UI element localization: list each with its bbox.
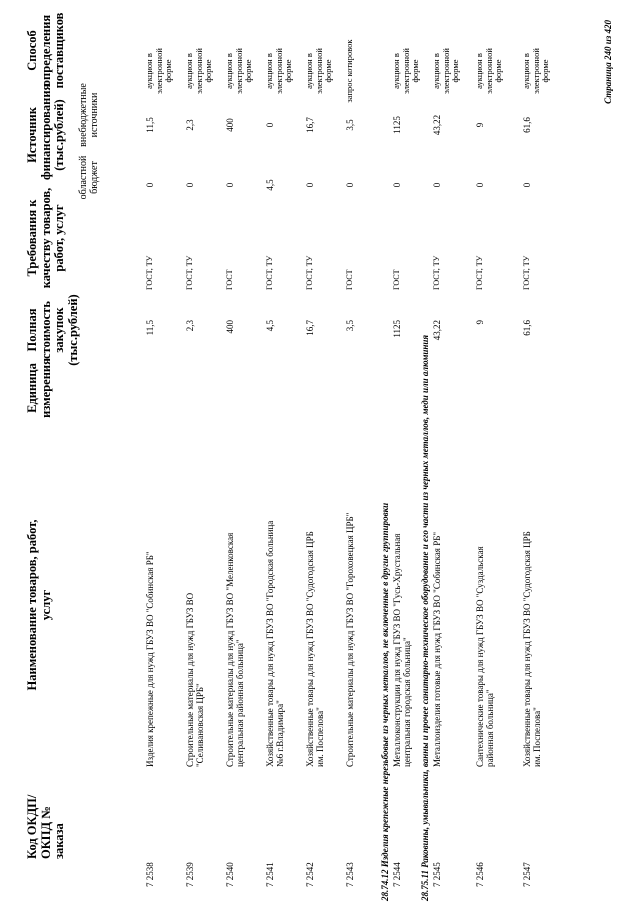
row-requirements: ГОСТ	[345, 269, 354, 290]
row-method: аукцион в электронной форме	[264, 48, 294, 94]
row-extra: 3,5	[345, 119, 355, 131]
row-name: Хозяйственные товары для нужд ГБУЗ ВО "Судогодская ЦРБ им. Поспелова"	[522, 531, 542, 767]
row-requirements: ГОСТ, ТУ	[185, 255, 194, 290]
header-requirements: Требования к качеству товаров, работ, услуг	[25, 187, 66, 289]
row-cost: 16,7	[305, 320, 315, 336]
header-code: Код ОКДП/ ОКПД № заказа	[25, 794, 66, 859]
row-extra: 11,5	[145, 117, 155, 133]
row-requirements: ГОСТ, ТУ	[432, 255, 441, 290]
row-name: Изделия крепежные для нужд ГБУЗ ВО "Собинская РБ"	[145, 551, 155, 767]
header-cost: Полная стоимость закупок (тыс.рублей)	[25, 294, 80, 366]
group-title: Раковины, умывальники, ванны и прочее санитарно-техническое оборудование и его части из черных металлов, меди или алюминия	[420, 334, 430, 868]
row-requirements: ГОСТ, ТУ	[475, 255, 484, 290]
row-extra: 16,7	[305, 117, 315, 133]
row-extra: 400	[225, 118, 235, 132]
row-code: 7 2539	[185, 862, 195, 887]
row-extra: 0	[265, 122, 275, 128]
row-regional: 0	[522, 182, 532, 188]
row-requirements: ГОСТ	[225, 269, 234, 290]
group-heading	[380, 41, 390, 901]
row-cost: 43,22	[432, 320, 442, 341]
row-code: 7 2541	[265, 862, 275, 887]
row-cost: 61,6	[522, 320, 532, 336]
row-regional: 0	[185, 182, 195, 188]
row-code: 7 2540	[225, 862, 235, 887]
row-code: 7 2542	[305, 862, 315, 887]
row-method: запрос котировок	[344, 39, 354, 103]
row-extra: 61,6	[522, 117, 532, 133]
row-name: Металлоизделия готовые для нужд ГБУЗ ВО "Собинская РБ"	[432, 531, 442, 767]
row-code: 7 2543	[345, 862, 355, 887]
row-method: аукцион в электронной форме	[224, 48, 254, 94]
header-source-regional: областной бюджет	[78, 155, 100, 200]
group-heading	[420, 41, 430, 901]
row-extra: 2,3	[185, 119, 195, 131]
row-regional: 0	[392, 182, 402, 188]
row-extra: 43,22	[432, 114, 442, 136]
row-cost: 4,5	[265, 320, 275, 332]
row-method: аукцион в электронной форме	[474, 48, 504, 94]
row-code: 7 2547	[522, 862, 532, 887]
row-cost: 11,5	[145, 320, 155, 336]
row-regional: 0	[432, 182, 442, 188]
row-method: аукцион в электронной форме	[521, 48, 551, 94]
row-requirements: ГОСТ, ТУ	[522, 255, 531, 290]
page-footer: Страница 240 из 420	[603, 20, 613, 104]
row-regional: 0	[225, 182, 235, 188]
row-regional: 0	[145, 182, 155, 188]
row-code: 7 2538	[145, 862, 155, 887]
row-regional: 0	[345, 182, 355, 188]
row-regional: 4,5	[265, 179, 275, 191]
header-unit: Единица измерения	[25, 358, 53, 418]
header-source-extra: внебюджетные источники	[78, 83, 100, 147]
group-title: Изделия крепежные нерезьбовые из черных металлов, не включенные в другие группировки	[380, 502, 390, 868]
row-requirements: ГОСТ, ТУ	[145, 255, 154, 290]
row-requirements: ГОСТ, ТУ	[265, 255, 274, 290]
row-code: 7 2546	[475, 862, 485, 887]
header-source: Источник финансирования (тыс.рублей)	[25, 83, 66, 180]
row-regional: 0	[305, 182, 315, 188]
row-name: Сантехнические товары для нужд ГБУЗ ВО "Суздальская районная больница"	[475, 546, 495, 767]
row-name: Металлоконструкции для нужд ГБУЗ ВО "Гусь-Хрустальная центральная городская больница"	[392, 533, 412, 767]
row-cost: 3,5	[345, 320, 355, 332]
group-code: 28.74.12	[380, 869, 390, 901]
row-name: Строительные материалы для нужд ГБУЗ ВО "Гороховецкая ЦРБ"	[345, 512, 355, 767]
row-name: Строительные материалы для нужд ГБУЗ ВО "Меленковская центральная районная больница"	[225, 532, 245, 767]
row-code: 7 2544	[392, 862, 402, 887]
row-method: аукцион в электронной форме	[431, 48, 461, 94]
row-regional: 0	[475, 182, 485, 188]
row-name: Хозяйственные товары для нужд ГБУЗ ВО "Городская больница №6 г.Владимира"	[265, 520, 285, 767]
row-requirements: ГОСТ	[392, 269, 401, 290]
row-method: аукцион в электронной форме	[184, 48, 214, 94]
row-cost: 2,3	[185, 320, 195, 332]
row-code: 7 2545	[432, 862, 442, 887]
row-cost: 1125	[392, 320, 402, 338]
row-name: Строительные материалы для нужд ГБУЗ ВО "Селивановская ЦРБ"	[185, 592, 205, 767]
row-extra: 1125	[392, 116, 402, 134]
row-method: аукцион в электронной форме	[304, 48, 334, 94]
header-name: Наименование товаров, работ, услуг	[25, 519, 53, 691]
row-requirements: ГОСТ, ТУ	[305, 255, 314, 290]
row-name: Хозяйственные товары для нужд ГБУЗ ВО "Судогодская ЦРБ им. Поспелова"	[305, 531, 325, 767]
row-method: аукцион в электронной форме	[144, 48, 174, 94]
group-code: 28.75.11	[420, 869, 430, 901]
row-method: аукцион в электронной форме	[391, 48, 421, 94]
row-cost: 400	[225, 320, 235, 334]
header-method: Способ определения поставщиков	[25, 12, 66, 89]
row-cost: 9	[475, 320, 485, 325]
row-extra: 9	[475, 122, 485, 128]
